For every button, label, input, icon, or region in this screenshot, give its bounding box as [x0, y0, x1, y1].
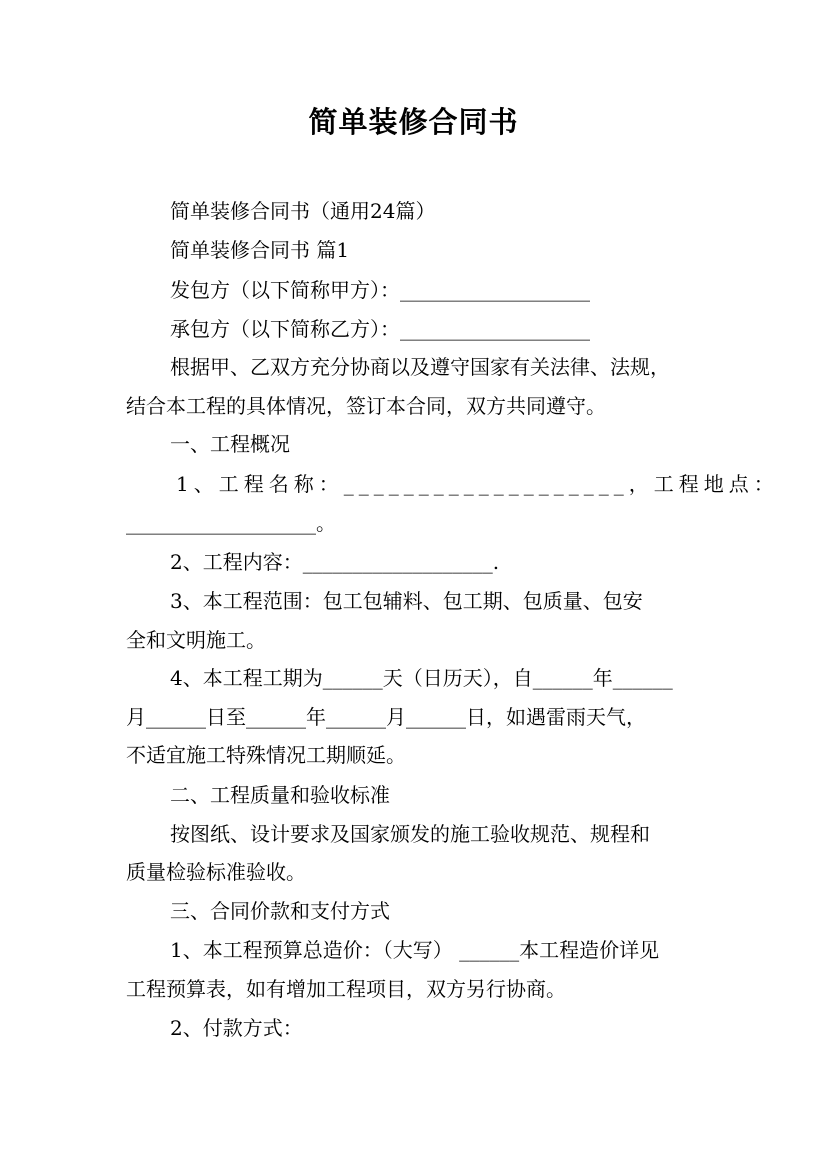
- paragraph-line: 3、本工程范围：包工包辅料、包工期、包质量、包安: [170, 589, 643, 613]
- document-title: 简单装修合同书: [308, 105, 519, 139]
- paragraph-line: 2、付款方式：: [170, 1016, 303, 1040]
- paragraph-line: 1、本工程预算总造价：（大写） ______本工程造价详见: [170, 938, 660, 962]
- paragraph-line: 结合本工程的具体情况，签订本合同，双方共同遵守。: [126, 394, 606, 418]
- paragraph-line: ___________________。: [126, 511, 336, 535]
- paragraph-line: 1、工程名称：___________________，工程地点：: [176, 472, 779, 496]
- paragraph-line: 简单装修合同书 篇1: [170, 238, 350, 262]
- paragraph-line: 2、工程内容：___________________.: [170, 550, 500, 574]
- paragraph-line: 全和文明施工。: [126, 628, 266, 652]
- paragraph-line: 承包方（以下简称乙方）：___________________: [170, 317, 590, 341]
- paragraph-line: 简单装修合同书（通用24篇）: [170, 199, 436, 223]
- paragraph-line: 发包方（以下简称甲方）：___________________: [170, 278, 590, 302]
- paragraph-line: 4、本工程工期为______天（日历天），自______年______: [170, 666, 673, 690]
- section-heading: 一、工程概况: [170, 432, 290, 456]
- section-heading: 三、合同价款和支付方式: [170, 899, 390, 923]
- section-heading: 二、工程质量和验收标准: [170, 783, 390, 807]
- paragraph-line: 按图纸、设计要求及国家颁发的施工验收规范、规程和: [170, 822, 650, 846]
- paragraph-line: 质量检验标准验收。: [126, 860, 306, 884]
- paragraph-line: 工程预算表，如有增加工程项目，双方另行协商。: [126, 977, 566, 1001]
- paragraph-line: 不适宜施工特殊情况工期顺延。: [126, 743, 406, 767]
- paragraph-line: 根据甲、乙双方充分协商以及遵守国家有关法律、法规，: [170, 355, 670, 379]
- paragraph-line: 月______日至______年______月______日，如遇雷雨天气，: [126, 705, 646, 729]
